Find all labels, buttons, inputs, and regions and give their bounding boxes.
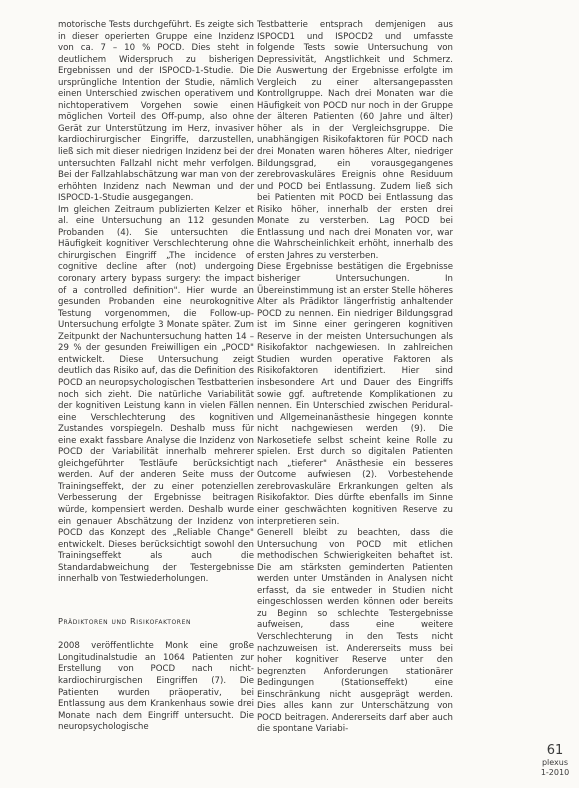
right-text-column xyxy=(257,20,453,736)
page-number: 61 xyxy=(546,743,564,758)
paragraph: Generell bleibt zu beachten, dass die Untersuchung von POCD mit etlichen methodischen Schwierigkeiten behaftet ist. Die am stärksten geminderten Patienten werden unter Umständen in Analysen nicht erfasst, da sie entweder in Studien nicht eingeschlossen werden können oder bereits zu Beginn so schlechte Testergebnisse aufweisen, dass eine weitere Verschlechterung in den Tests nicht nachzuweisen ist. Andererseits muss bei hoher kognitiver Reserve unter den begrenzten Anforderungen stationärer Bedingungen (Stationseffekt) eine Einschränkung nicht ausgeprägt werden. Dies alles kann zur Unterschätzung von POCD beitragen. Andererseits darf aber auch die spontane Variabi- xyxy=(257,528,453,735)
issue-label: 1-2010 xyxy=(540,768,570,777)
paragraph: Im gleichen Zeitraum publizierten Kelzer et al. eine Untersuchung an 112 gesunden Probanden (4). Sie untersuchten die Häufigkeit kognitiver Verschlechterung ohne chirurgischen Eingriff „The incidence of cognitive decline after (not) undergoing coronary artery bypass surgery: the impact of a controlled definition". Hier wurde an gesunden Probanden eine neurokognitive Testung vorgenommen, die Follow-up-Untersuchung erfolgte 3 Monate später. Zum Zeitpunkt der Nachuntersuchung hatten 14 – 29 % der gesunden Freiwilligen ein „POCD" entwickelt. Diese Untersuchung zeigt deutlich das Risiko auf, das die Definition des POCD an neuropsychologischen Testbatterien noch sich zieht. Die natürliche Variabilität der kognitiven Leistung kann in vielen Fällen eine Verschlechterung des kognitiven Zustandes vorspiegeln. Deshalb muss für eine exakt fassbare Analyse die Inzidenz von POCD der Variabilität innerhalb mehrerer gleichgeführter Testläufe berücksichtigt werden. Auf der anderen Seite muss der Trainingseffekt, der zu einer potenziellen Verbesserung der Ergebnisse beitragen würde, kompensiert werden. Deshalb wurde ein genauer Abschätzung der Inzidenz von POCD das Konzept des „Reliable Change" entwickelt. Dieses berücksichtigt sowohl den Trainingseffekt als auch die Standardabweichung der Testergebnisse innerhalb von Testwiederholungen. xyxy=(58,204,254,585)
left-text-column xyxy=(58,20,254,734)
journal-name: plexus xyxy=(541,758,569,767)
paragraph: 2008 veröffentlichte Monk eine große Longitudinalstudie an 1064 Patienten zur Erstellung von POCD nach nicht-kardiochirurgischen Eingriffen (7). Die Patienten wurden präoperativ, bei Entlassung aus dem Krankenhaus sowie drei Monate nach dem Eingriff untersucht. Die neuropsychologische xyxy=(58,641,254,733)
paragraph: Diese Ergebnisse bestätigen die Ergebnisse bisheriger Untersuchungen. In Übereinstimmung ist an erster Stelle höheres Alter als Prädiktor längerfristig anhaltender POCD zu nennen. Ein niedriger Bildungsgrad ist im Sinne einer geringeren kognitiven Reserve in der meisten Untersuchungen als Risikofaktor nachgewiesen. In zahlreichen Studien wurden operative Faktoren als Risikofaktoren identifiziert. Hier sind insbesondere Art und Dauer des Eingriffs sowie ggf. auftretende Komplikationen zu nennen. Ein Unterschied zwischen Peridural- und Allgemeinanästhesie hingegen konnte nicht nachgewiesen werden (9). Die Narkosetiefe selbst scheint keine Rolle zu spielen. Erst durch so digitalen Patienten nach „tieferer" Anästhesie ein besseres Outcome aufwiesen (2). Vorbestehende zerebrovaskuläre Erkrankungen gelten als Risikofaktor. Dies dürfte ebenfalls im Sinne einer geschwächten kognitiven Reserve zu interpretieren sein. xyxy=(257,262,453,527)
section-heading: Prädiktoren und Risikofaktoren xyxy=(58,615,192,626)
page-footer-sidebar xyxy=(534,744,576,778)
paragraph: Testbatterie entsprach demjenigen aus ISPOCD1 und ISPOCD2 und umfasste folgende Tests sowie Untersuchung von Depressivität, Angstlichkeit und Schmerz. Die Auswertung der Ergebnisse erfolgte im Vergleich zu einer altersangepassten Kontrollgruppe. Nach drei Monaten war die Häufigkeit von POCD nur noch in der Gruppe der älteren Patienten (60 Jahre und älter) höher als in der Vergleichsgruppe. Die unabhängigen Risikofaktoren für POCD nach drei Monaten waren höheres Alter, niedriger Bildungsgrad, ein vorausgegangenes zerebrovaskuläres Ereignis ohne Residuum und POCD bei Entlassung. Zudem ließ sich bei Patienten mit POCD bei Entlassung das Risiko höher, innerhalb der ersten drei Monate zu versterben. Lag POCD bei Entlassung und nach drei Monaten vor, war die Wahrscheinlichkeit erhöht, innerhalb des ersten Jahres zu versterben. xyxy=(257,20,453,261)
paragraph: motorische Tests durchgeführt. Es zeigte sich in dieser operierten Gruppe eine Inzidenz von ca. 7 – 10 % POCD. Dies steht in deutlichem Widerspruch zu bisherigen Ergebnissen und der ISPOCD-1-Studie. Die ursprüngliche Intention der Studie, nämlich einen Unterschied zwischen operativem und nichtoperativem Vorgehen sowie einen möglichen Vorteil des Off-pump, also ohne Gerät zur Unterstützung im Herz, invasiver kardiochirurgischer Eingriffe, darzustellen, ließ sich mit dieser niedrigen Inzidenz bei der untersuchten Fallzahl nicht mehr verfolgen. Bei der Fallzahlabschätzung war man von der erhöhten Inzidenz nach Newman und der ISPOCD-1-Studie ausgegangen. xyxy=(58,20,254,204)
